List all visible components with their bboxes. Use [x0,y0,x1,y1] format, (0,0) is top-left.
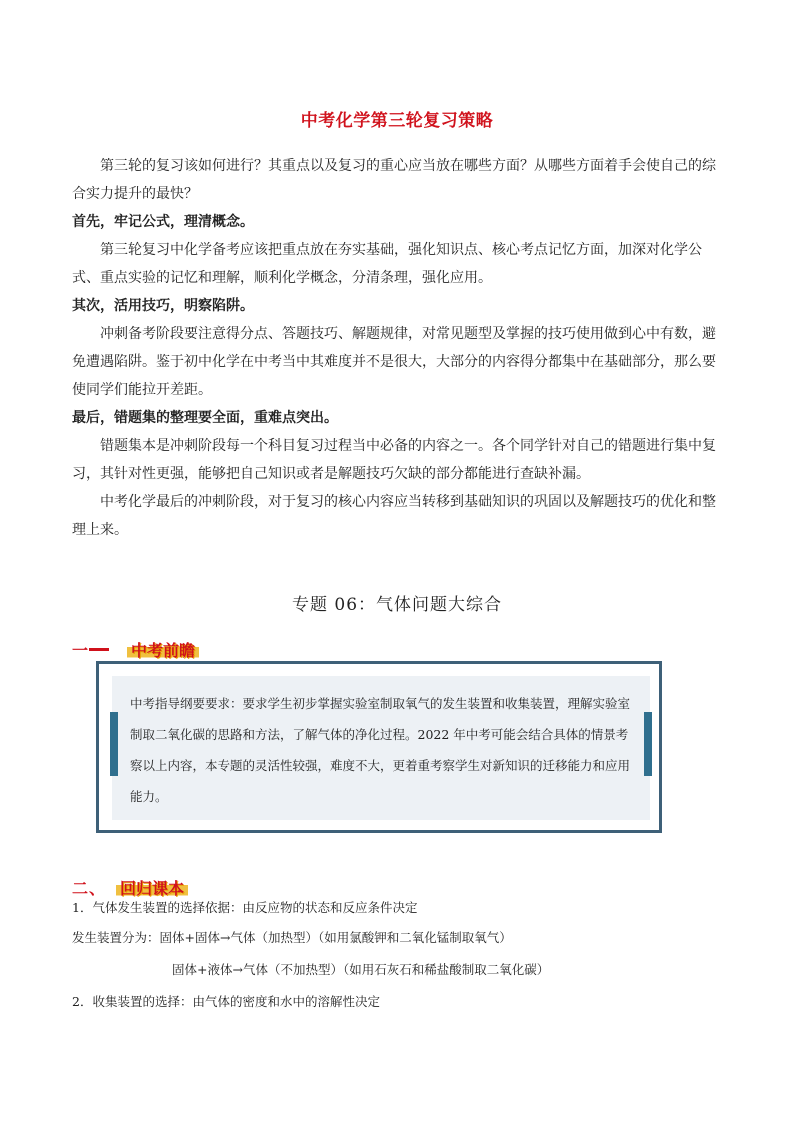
step2-heading: 其次，活用技巧，明察陷阱。 [72,298,254,314]
step1-paragraph: 第三轮复习中化学备考应该把重点放在夯实基础，强化知识点、核心考点记忆方面，加深对化学公式、重点实验的记忆和理解，顺利化学概念，分清条理，强化应用。 [72,242,702,286]
section-number: 二、 [72,878,107,898]
textbook-line-3: 固体+液体→气体（不加热型）（如用石灰石和稀盐酸制取二氧化碳） [172,962,550,977]
section-heading-1 [72,636,199,662]
step1-heading: 首先，牢记公式，理清概念。 [72,214,254,230]
section-label: 回归课本 [116,876,188,899]
textbook-line-1: 1．气体发生装置的选择依据：由反应物的状态和反应条件决定 [72,900,418,915]
textbook-line-4: 2．收集装置的选择：由气体的密度和水中的溶解性决定 [72,994,380,1009]
summary-box-text: 中考指导纲要要求：要求学生初步掌握实验室制取氧气的发生装置和收集装置，理解实验室制取二氧化碳的思路和方法，了解气体的净化过程。2022 年中考可能会结合具体的情景考察以上内容，本专题的灵活性较强，难度不大，更着重考察学生对新知识的迁移能力和应用能力。 [130,696,631,804]
textbook-line-2: 发生装置分为：固体+固体→气体（加热型）（如用氯酸钾和二氧化锰制取氧气） [72,930,512,945]
document-title: 中考化学第三轮复习策略 [300,111,494,131]
step3-paragraph: 错题集本是冲刺阶段每一个科目复习过程当中必备的内容之一。各个同学针对自己的错题进行集中复习，其针对性更强，能够把自己知识或者是解题技巧欠缺的部分都能进行查缺补漏。 [72,438,716,482]
closing-paragraph: 中考化学最后的冲刺阶段，对于复习的核心内容应当转移到基础知识的巩固以及解题技巧的优化和整理上来。 [72,494,716,538]
section-number: 一 [72,640,90,660]
step2-paragraph: 冲刺备考阶段要注意得分点、答题技巧、解题规律，对常见题型及掌握的技巧使用做到心中有数，避免遭遇陷阱。鉴于初中化学在中考当中其难度并不是很大，大部分的内容得分都集中在基础部分，那么要使同学们能拉开差距。 [72,326,716,398]
section-label: 中考前瞻 [127,638,199,661]
step3-heading: 最后，错题集的整理要全面，重难点突出。 [72,410,338,426]
summary-box-left-accent [110,712,118,776]
summary-box-right-accent [644,712,652,776]
subject-title: 专题 06：气体问题大综合 [291,595,503,615]
intro-paragraph: 第三轮的复习该如何进行？其重点以及复习的重心应当放在哪些方面？从哪些方面着手会使自己的综合实力提升的最快？ [72,158,716,202]
section-heading-2 [72,874,188,900]
section-dash [89,648,109,651]
